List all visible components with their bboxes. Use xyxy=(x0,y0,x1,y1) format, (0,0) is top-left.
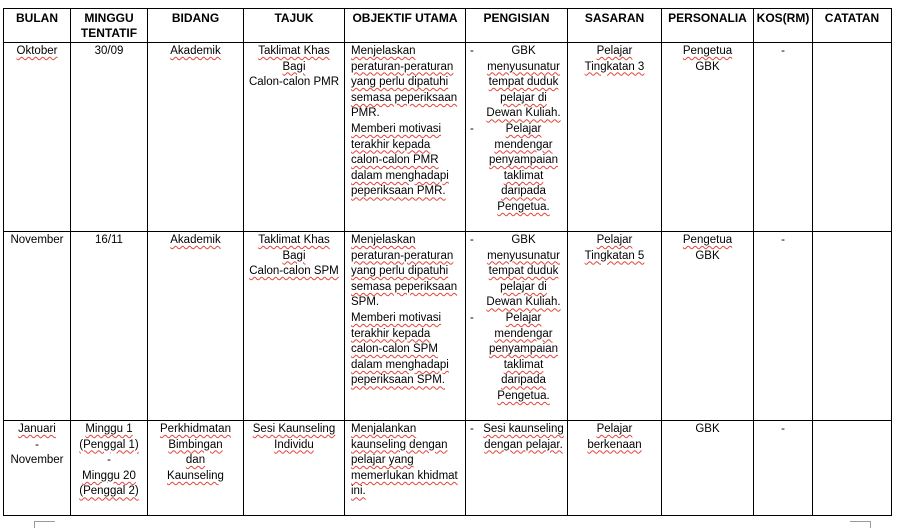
table-row xyxy=(4,232,892,421)
cell-pengisian xyxy=(466,421,568,516)
header-personalia: PERSONALIA xyxy=(662,9,754,43)
page-margin-mark-left xyxy=(34,521,55,528)
activity-plan-table xyxy=(3,8,892,516)
list-item: - GBK menyusunatur tempat duduk pelajar di Dewan Kuliah. xyxy=(470,44,565,122)
header-sasaran: SASARAN xyxy=(568,9,662,43)
cell-pengisian xyxy=(466,232,568,421)
header-tajuk: TAJUK xyxy=(244,9,345,43)
cell-bulan: November xyxy=(4,232,71,421)
cell-bulan: Januari - November xyxy=(4,421,71,516)
cell-catatan xyxy=(813,232,892,421)
cell-personalia: Pengetua GBK xyxy=(662,232,754,421)
cell-bidang: Akademik xyxy=(148,232,244,421)
cell-catatan xyxy=(813,421,892,516)
cell-bulan: Oktober xyxy=(4,43,71,232)
cell-personalia: GBK xyxy=(662,421,754,516)
cell-tajuk: Sesi Kaunseling Individu xyxy=(244,421,345,516)
page-margin-mark-right xyxy=(850,521,871,528)
header-bidang: BIDANG xyxy=(148,9,244,43)
list-item: - Sesi kaunseling dengan pelajar. xyxy=(470,422,565,453)
cell-bidang: Akademik xyxy=(148,43,244,232)
cell-sasaran: Pelajar Tingkatan 5 xyxy=(568,232,662,421)
cell-kos: - xyxy=(754,421,813,516)
cell-bidang: Perkhidmatan Bimbingan dan Kaunseling xyxy=(148,421,244,516)
cell-tajuk: Taklimat Khas Bagi Calon-calon PMR xyxy=(244,43,345,232)
cell-kos: - xyxy=(754,232,813,421)
list-item: - Pelajar mendengar penyampaian taklimat daripada Pengetua. xyxy=(470,311,565,405)
list-item: - Pelajar mendengar penyampaian taklimat daripada Pengetua. xyxy=(470,122,565,216)
cell-objektif: Menjelaskan peraturan-peraturan yang perlu dipatuhi semasa peperiksaan SPM. Memberi motivasi terakhir kepada calon-calon SPM dalam menghadapi peperiksaan SPM. xyxy=(345,232,466,421)
header-minggu-tentatif: MINGGU TENTATIF xyxy=(71,9,148,43)
header-objektif-utama: OBJEKTIF UTAMA xyxy=(345,9,466,43)
cell-objektif: Menjelaskan peraturan-peraturan yang perlu dipatuhi semasa peperiksaan PMR. Memberi motivasi terakhir kepada calon-calon PMR dalam menghadapi peperiksaan PMR. xyxy=(345,43,466,232)
list-item: - GBK menyusunatur tempat duduk pelajar di Dewan Kuliah. xyxy=(470,233,565,311)
cell-pengisian xyxy=(466,43,568,232)
table-row xyxy=(4,43,892,232)
cell-minggu: 30/09 xyxy=(71,43,148,232)
header-pengisian: PENGISIAN xyxy=(466,9,568,43)
cell-sasaran: Pelajar berkenaan xyxy=(568,421,662,516)
header-row xyxy=(4,9,892,43)
cell-tajuk: Taklimat Khas Bagi Calon-calon SPM xyxy=(244,232,345,421)
cell-sasaran: Pelajar Tingkatan 3 xyxy=(568,43,662,232)
cell-kos: - xyxy=(754,43,813,232)
table-row xyxy=(4,421,892,516)
cell-minggu: Minggu 1 (Penggal 1) - Minggu 20 (Penggal 2) xyxy=(71,421,148,516)
cell-objektif: Menjalankan kaunseling dengan pelajar yang memerlukan khidmat ini. xyxy=(345,421,466,516)
cell-personalia: Pengetua GBK xyxy=(662,43,754,232)
cell-catatan xyxy=(813,43,892,232)
cell-minggu: 16/11 xyxy=(71,232,148,421)
header-catatan: CATATAN xyxy=(813,9,892,43)
header-kos: KOS(RM) xyxy=(754,9,813,43)
header-bulan: BULAN xyxy=(4,9,71,43)
